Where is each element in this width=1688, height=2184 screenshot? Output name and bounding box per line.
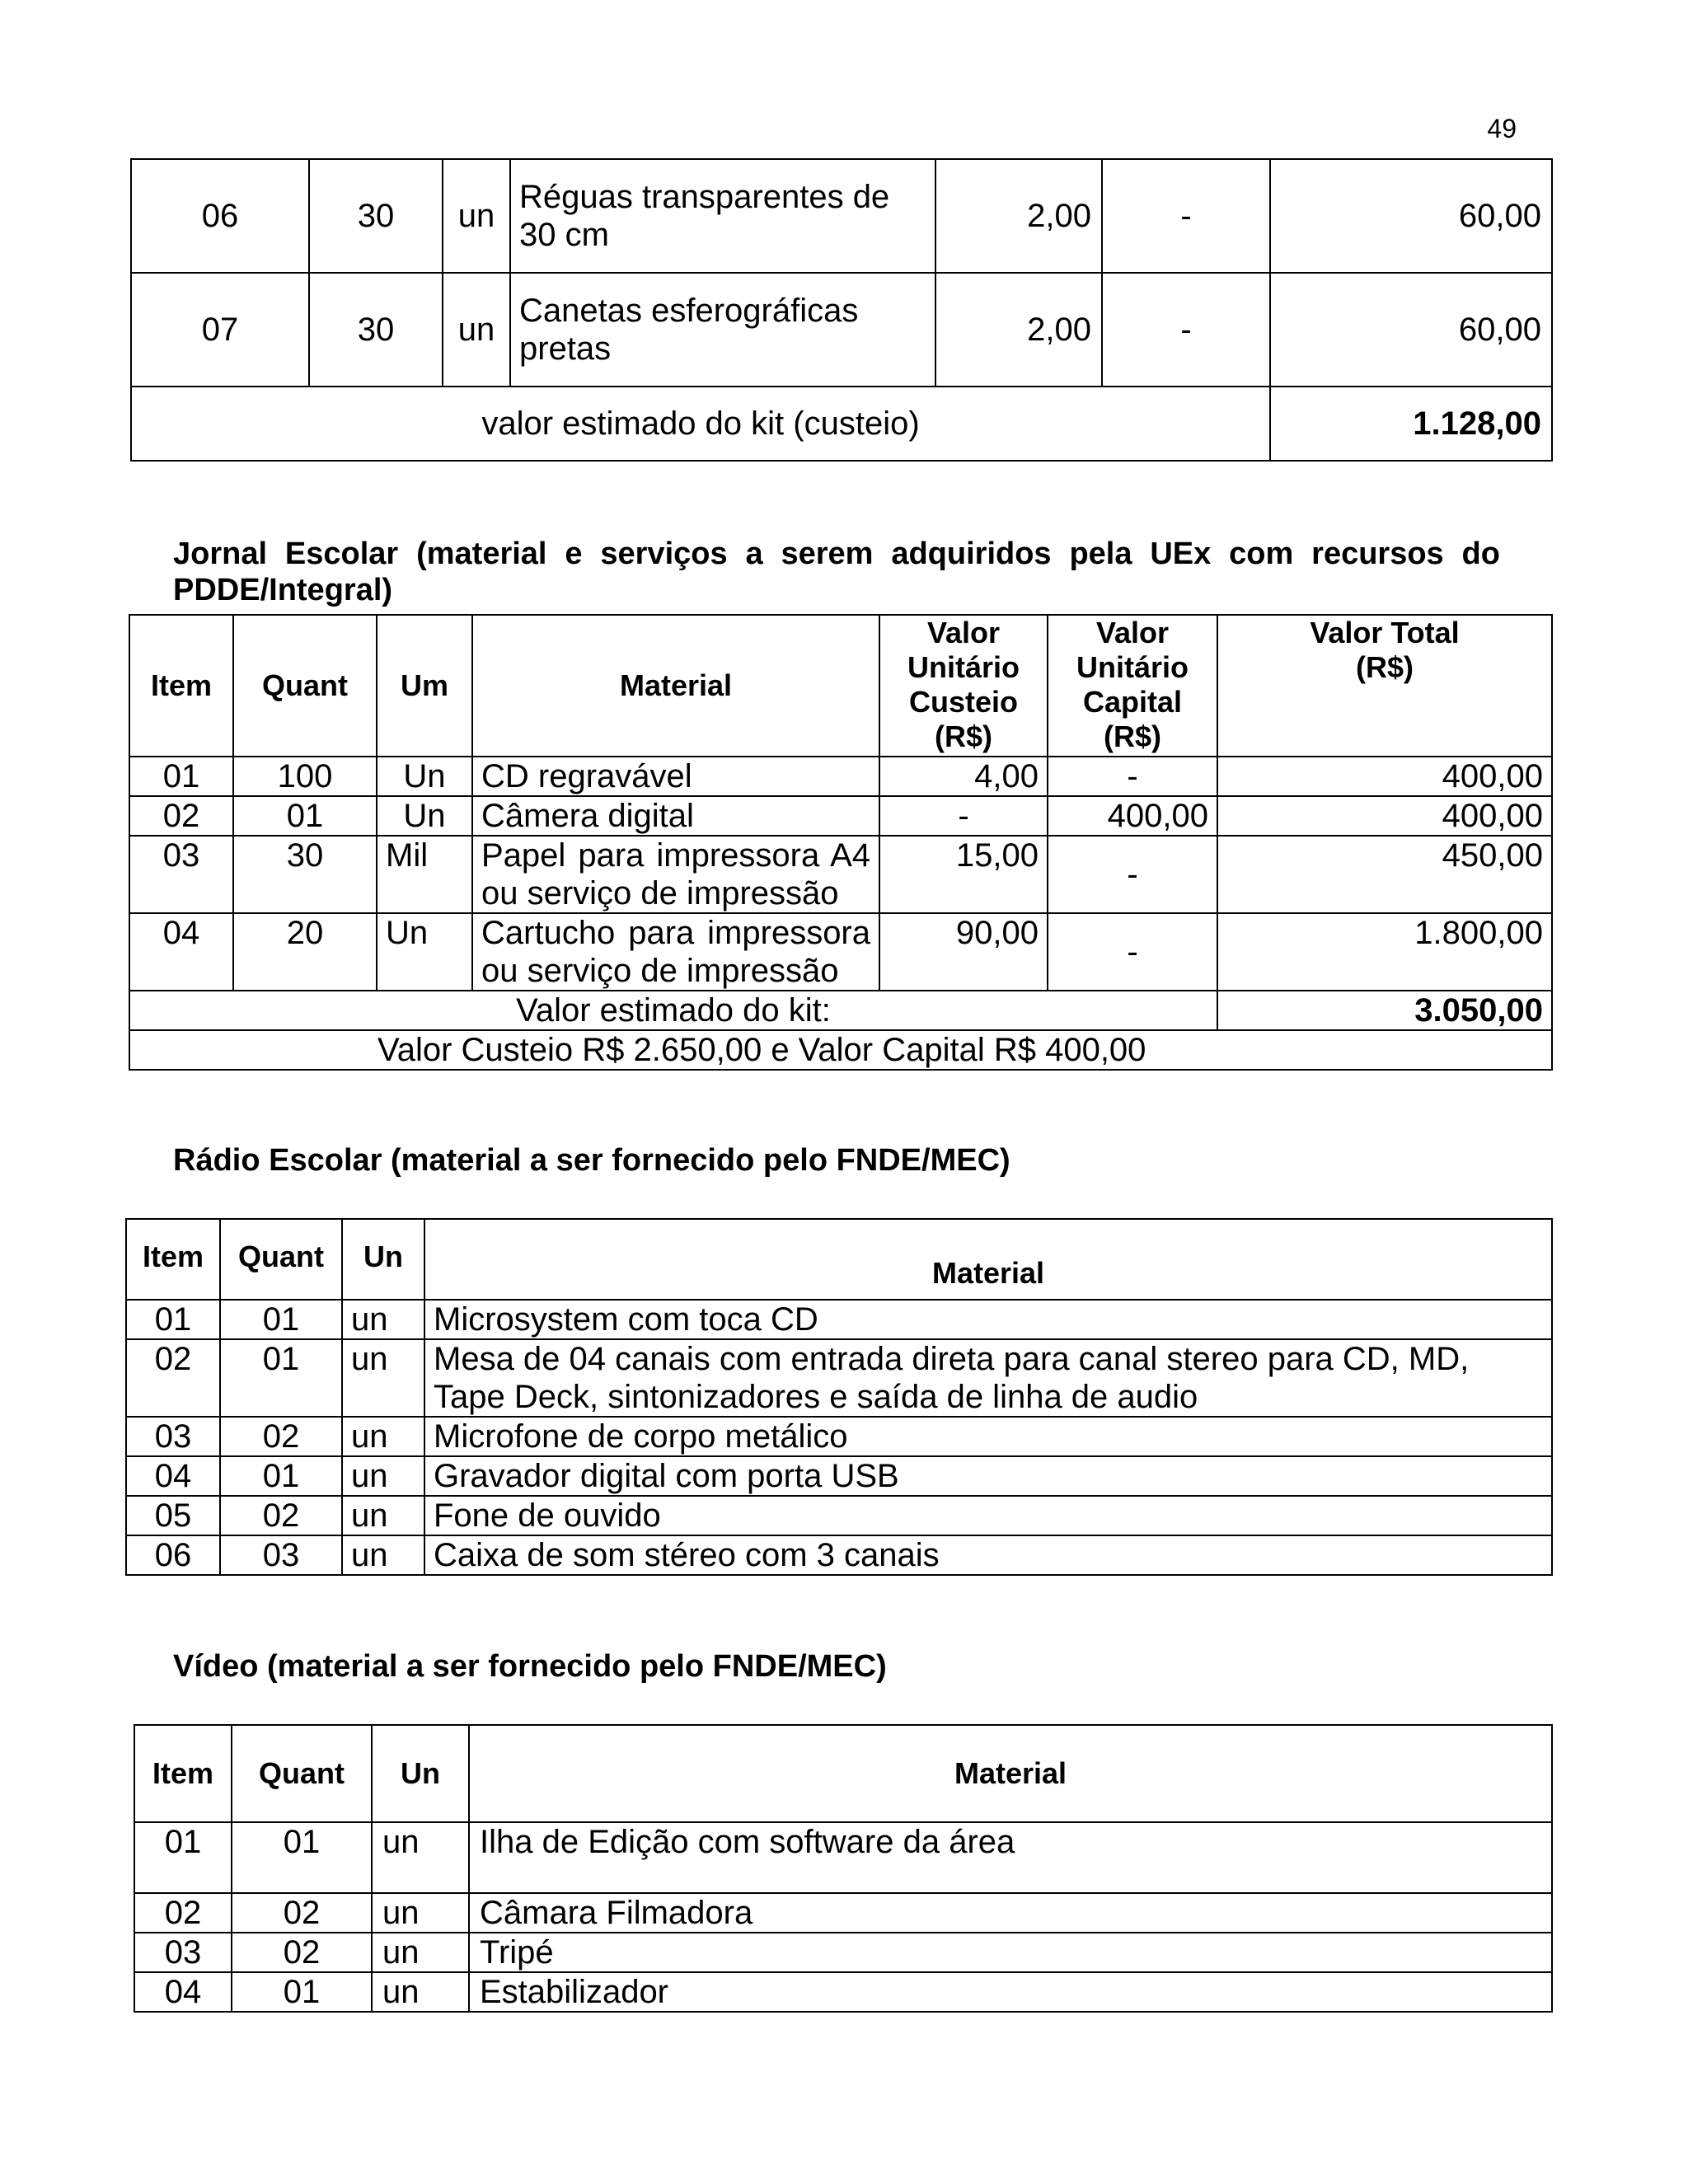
unit-cell: Un xyxy=(377,757,472,796)
quant-cell: 02 xyxy=(220,1417,342,1456)
header-total: Valor Total (R$) xyxy=(1217,615,1552,757)
table-row xyxy=(129,796,1552,836)
table-header-row xyxy=(126,1219,1552,1300)
header-custeio: Valor Unitário Custeio (R$) xyxy=(879,615,1048,757)
unit-cell: un xyxy=(342,1300,424,1339)
material-cell: Câmera digital xyxy=(472,796,879,836)
total-cell: 400,00 xyxy=(1217,796,1552,836)
quant-cell: 01 xyxy=(232,1972,372,2012)
header-quant: Quant xyxy=(233,615,377,757)
item-cell: 02 xyxy=(126,1339,220,1417)
quant-cell: 03 xyxy=(220,1535,342,1575)
header-material: Material xyxy=(424,1219,1552,1300)
unit-cell: un xyxy=(372,1972,469,2012)
header-un: Un xyxy=(372,1725,469,1822)
material-cell: Ilha de Edição com software da área xyxy=(469,1822,1552,1893)
quant-cell: 30 xyxy=(309,159,443,273)
unit-cell: un xyxy=(372,1893,469,1933)
material-cell: Canetas esferográficas pretas xyxy=(510,273,935,387)
item-cell: 02 xyxy=(129,796,233,836)
unit-cell: un xyxy=(342,1417,424,1456)
table-row xyxy=(126,1496,1552,1535)
material-cell: CD regravável xyxy=(472,757,879,796)
table-row xyxy=(129,757,1552,796)
quant-cell: 01 xyxy=(232,1822,372,1893)
quant-cell: 02 xyxy=(232,1933,372,1972)
table-row xyxy=(126,1339,1552,1417)
summary-row xyxy=(129,1030,1552,1070)
unit-cell: un xyxy=(342,1496,424,1535)
table-row xyxy=(126,1417,1552,1456)
quant-cell: 20 xyxy=(233,913,377,991)
capital-cell: - xyxy=(1048,757,1217,796)
radio-heading: Rádio Escolar (material a ser fornecido pelo FNDE/MEC) xyxy=(173,1143,1010,1178)
video-heading: Vídeo (material a ser fornecido pelo FNDE/MEC) xyxy=(173,1649,887,1684)
header-quant: Quant xyxy=(232,1725,372,1822)
video-table xyxy=(134,1724,1553,2013)
quant-cell: 02 xyxy=(220,1496,342,1535)
capital-cell: - xyxy=(1102,273,1270,387)
material-cell: Réguas transparentes de 30 cm xyxy=(510,159,935,273)
unit-cell: Mil xyxy=(377,836,472,913)
unit-cell: Un xyxy=(377,796,472,836)
kit-total-row xyxy=(129,991,1552,1030)
table-row xyxy=(134,1933,1552,1972)
header-material: Material xyxy=(472,615,879,757)
quant-cell: 01 xyxy=(220,1456,342,1496)
material-cell: Gravador digital com porta USB xyxy=(424,1456,1552,1496)
header-um: Um xyxy=(377,615,472,757)
unit-cell: un xyxy=(372,1822,469,1893)
item-cell: 03 xyxy=(129,836,233,913)
kit-label: Valor estimado do kit: xyxy=(129,991,1217,1030)
table-row xyxy=(126,1456,1552,1496)
kit-value: 3.050,00 xyxy=(1217,991,1552,1030)
header-material: Material xyxy=(469,1725,1552,1822)
total-label: valor estimado do kit (custeio) xyxy=(131,387,1270,461)
quant-cell: 30 xyxy=(233,836,377,913)
unit-cell: un xyxy=(443,273,510,387)
total-cell: 400,00 xyxy=(1217,757,1552,796)
quant-cell: 01 xyxy=(220,1339,342,1417)
capital-cell: - xyxy=(1048,836,1217,913)
header-capital: Valor Unitário Capital (R$) xyxy=(1048,615,1217,757)
total-cell: 60,00 xyxy=(1270,159,1552,273)
material-cell: Estabilizador xyxy=(469,1972,1552,2012)
material-cell: Caixa de som stéreo com 3 canais xyxy=(424,1535,1552,1575)
item-cell: 01 xyxy=(129,757,233,796)
table-row xyxy=(134,1893,1552,1933)
quant-cell: 30 xyxy=(309,273,443,387)
material-cell: Papel para impressora A4 ou serviço de impressão xyxy=(472,836,879,913)
unit-cell: un xyxy=(342,1456,424,1496)
material-cell: Tripé xyxy=(469,1933,1552,1972)
material-cell: Microfone de corpo metálico xyxy=(424,1417,1552,1456)
capital-cell: 400,00 xyxy=(1048,796,1217,836)
item-cell: 01 xyxy=(126,1300,220,1339)
total-value: 1.128,00 xyxy=(1270,387,1552,461)
supplies-table-continued xyxy=(130,158,1553,462)
custeio-cell: 90,00 xyxy=(879,913,1048,991)
item-cell: 02 xyxy=(134,1893,232,1933)
item-cell: 07 xyxy=(131,273,309,387)
table-row xyxy=(134,1972,1552,2012)
quant-cell: 01 xyxy=(220,1300,342,1339)
item-cell: 06 xyxy=(131,159,309,273)
item-cell: 04 xyxy=(126,1456,220,1496)
item-cell: 04 xyxy=(129,913,233,991)
unit-cell: un xyxy=(342,1339,424,1417)
unit-cell: un xyxy=(342,1535,424,1575)
material-cell: Mesa de 04 canais com entrada direta para canal stereo para CD, MD, Tape Deck, sintonizadores e saída de linha de audio xyxy=(424,1339,1552,1417)
jornal-heading xyxy=(173,536,1500,608)
item-cell: 03 xyxy=(134,1933,232,1972)
unit-cell: un xyxy=(372,1933,469,1972)
material-cell: Fone de ouvido xyxy=(424,1496,1552,1535)
quant-cell: 01 xyxy=(233,796,377,836)
table-row xyxy=(129,836,1552,913)
summary-text: Valor Custeio R$ 2.650,00 e Valor Capital R$ 400,00 xyxy=(129,1030,1552,1070)
header-un: Un xyxy=(342,1219,424,1300)
material-cell: Microsystem com toca CD xyxy=(424,1300,1552,1339)
jornal-table xyxy=(129,614,1553,1071)
quant-cell: 02 xyxy=(232,1893,372,1933)
jornal-heading-line-2: PDDE/Integral) xyxy=(173,573,393,607)
item-cell: 03 xyxy=(126,1417,220,1456)
unit-cell: un xyxy=(443,159,510,273)
custeio-cell: 2,00 xyxy=(935,159,1102,273)
item-cell: 06 xyxy=(126,1535,220,1575)
header-item: Item xyxy=(129,615,233,757)
header-item: Item xyxy=(134,1725,232,1822)
table-header-row xyxy=(134,1725,1552,1822)
capital-cell: - xyxy=(1102,159,1270,273)
item-cell: 04 xyxy=(134,1972,232,2012)
item-cell: 01 xyxy=(134,1822,232,1893)
table-row xyxy=(126,1300,1552,1339)
material-cell: Câmara Filmadora xyxy=(469,1893,1552,1933)
custeio-cell: 4,00 xyxy=(879,757,1048,796)
unit-cell: Un xyxy=(377,913,472,991)
quant-cell: 100 xyxy=(233,757,377,796)
radio-table xyxy=(125,1218,1553,1576)
table-row xyxy=(131,159,1552,273)
table-row xyxy=(134,1822,1552,1893)
material-cell: Cartucho para impressora ou serviço de impressão xyxy=(472,913,879,991)
table-header-row xyxy=(129,615,1552,757)
table-row xyxy=(129,913,1552,991)
capital-cell: - xyxy=(1048,913,1217,991)
table-row xyxy=(131,273,1552,387)
custeio-cell: - xyxy=(879,796,1048,836)
jornal-heading-line-1: Jornal Escolar (material e serviços a serem adquiridos pela UEx com recursos do xyxy=(173,537,1500,571)
custeio-cell: 2,00 xyxy=(935,273,1102,387)
page-number: 49 xyxy=(1487,114,1517,143)
total-cell: 60,00 xyxy=(1270,273,1552,387)
custeio-cell: 15,00 xyxy=(879,836,1048,913)
total-cell: 1.800,00 xyxy=(1217,913,1552,991)
header-quant: Quant xyxy=(220,1219,342,1300)
header-item: Item xyxy=(126,1219,220,1300)
table-row xyxy=(126,1535,1552,1575)
total-cell: 450,00 xyxy=(1217,836,1552,913)
item-cell: 05 xyxy=(126,1496,220,1535)
total-row xyxy=(131,387,1552,461)
